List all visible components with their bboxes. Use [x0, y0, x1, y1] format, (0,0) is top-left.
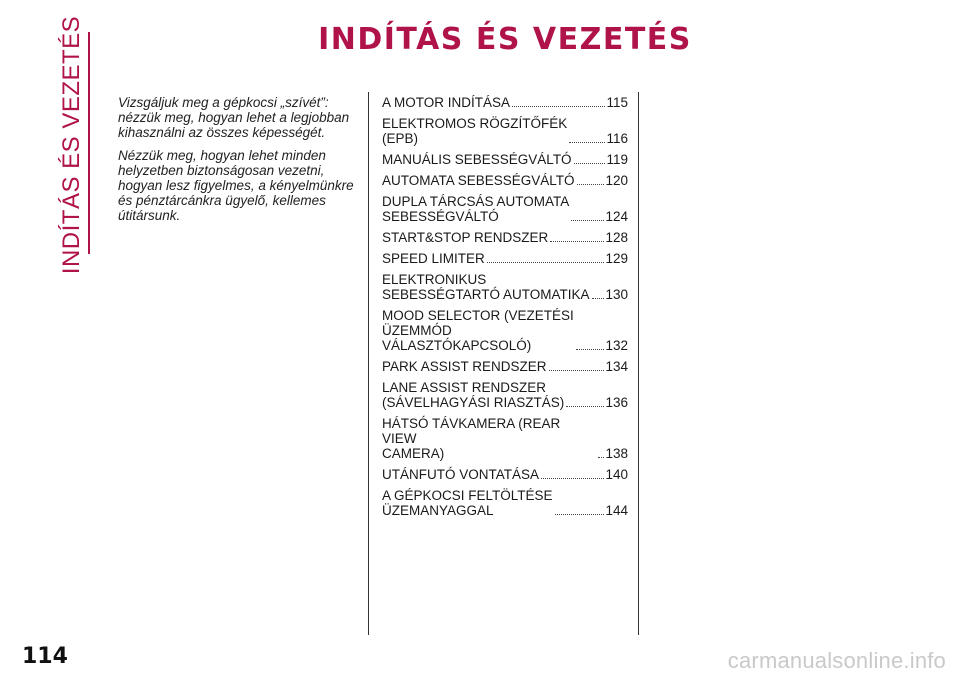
page-title: INDÍTÁS ÉS VEZETÉS [318, 22, 692, 57]
toc-leader-dots [549, 370, 605, 371]
toc-entry-page: 140 [605, 467, 628, 482]
toc-leader-dots [592, 298, 605, 299]
side-chapter-title [52, 15, 92, 275]
toc-entry-page: 129 [605, 251, 628, 266]
page-number: 114 [22, 644, 68, 669]
toc-entry[interactable] [382, 152, 628, 167]
toc-entry-label: AUTOMATA SEBESSÉGVÁLTÓ [382, 173, 575, 188]
toc-leader-dots [576, 349, 605, 350]
toc-entry-label: A GÉPKOCSI FELTÖLTÉSE ÜZEMANYAGGAL [382, 488, 553, 518]
toc-leader-dots [512, 106, 605, 107]
toc-entry[interactable] [382, 380, 628, 410]
toc-entry-page: 116 [606, 131, 628, 146]
toc-entry-label: SPEED LIMITER [382, 251, 485, 266]
side-chapter-title-text: INDÍTÁS ÉS VEZETÉS [58, 15, 85, 275]
column-divider [638, 92, 639, 635]
intro-text [118, 95, 356, 231]
intro-paragraph: Vizsgáljuk meg a gépkocsi „szívét”: nézzük meg, hogyan lehet a legjobban kihasználni az összes képességét. [118, 95, 350, 140]
column-divider [368, 92, 369, 635]
intro-paragraph: Nézzük meg, hogyan lehet minden helyzetben biztonságosan vezetni, hogyan lesz figyelmes, a kényelmünkre és pénztárcánkra ügyelő, kellemes útitársunk. [118, 148, 354, 223]
toc-entry[interactable] [382, 230, 628, 245]
toc-entry-label: DUPLA TÁRCSÁS AUTOMATA SEBESSÉGVÁLTÓ [382, 194, 570, 224]
toc-entry[interactable] [382, 488, 628, 518]
toc-entry-page: 115 [606, 95, 628, 110]
toc-leader-dots [598, 457, 604, 458]
toc-leader-dots [574, 163, 606, 164]
toc-entry[interactable] [382, 308, 628, 353]
toc-leader-dots [555, 514, 605, 515]
toc-entry-page: 128 [605, 230, 628, 245]
toc-entry-label: A MOTOR INDÍTÁSA [382, 95, 511, 110]
toc-entry[interactable] [382, 359, 628, 374]
toc-leader-dots [550, 241, 604, 242]
toc-entry-page: 144 [605, 503, 628, 518]
toc-leader-dots [569, 142, 605, 143]
toc-entry-label: MANUÁLIS SEBESSÉGVÁLTÓ [382, 152, 572, 167]
toc-entry[interactable] [382, 251, 628, 266]
toc-entry-label: ELEKTROMOS RÖGZÍTŐFÉK (EPB) [382, 116, 568, 146]
watermark: carmanualsonline.info [727, 648, 946, 673]
toc-entry[interactable] [382, 194, 628, 224]
side-divider [88, 32, 90, 254]
toc-leader-dots [566, 406, 604, 407]
toc-entry[interactable] [382, 95, 628, 110]
toc-entry-page: 136 [605, 395, 628, 410]
toc-entry-page: 120 [605, 173, 628, 188]
toc-entry-label: START&STOP RENDSZER [382, 230, 549, 245]
toc-entry-page: 134 [605, 359, 628, 374]
toc-entry-label: PARK ASSIST RENDSZER [382, 359, 547, 374]
table-of-contents [382, 95, 628, 524]
toc-entry-page: 130 [605, 287, 628, 302]
toc-entry[interactable] [382, 467, 628, 482]
toc-entry-label: HÁTSÓ TÁVKAMERA (REAR VIEW CAMERA) [382, 416, 561, 461]
toc-entry[interactable] [382, 416, 628, 461]
toc-entry-page: 124 [605, 209, 628, 224]
toc-entry[interactable] [382, 116, 628, 146]
toc-leader-dots [571, 220, 604, 221]
toc-leader-dots [577, 184, 605, 185]
toc-entry[interactable] [382, 272, 628, 302]
toc-entry-label: UTÁNFUTÓ VONTATÁSA [382, 467, 540, 482]
toc-entry-page: 119 [606, 152, 628, 167]
toc-entry-label: LANE ASSIST RENDSZER (SÁVELHAGYÁSI RIASZTÁS) [382, 380, 565, 410]
toc-entry-label: MOOD SELECTOR (VEZETÉSI ÜZEMMÓD VÁLASZTÓKAPCSOLÓ) [382, 308, 574, 353]
toc-leader-dots [541, 478, 604, 479]
toc-entry[interactable] [382, 173, 628, 188]
toc-entry-label: ELEKTRONIKUS SEBESSÉGTARTÓ AUTOMATIKA [382, 272, 590, 302]
toc-leader-dots [487, 262, 605, 263]
toc-entry-page: 138 [605, 446, 628, 461]
toc-entry-page: 132 [605, 338, 628, 353]
